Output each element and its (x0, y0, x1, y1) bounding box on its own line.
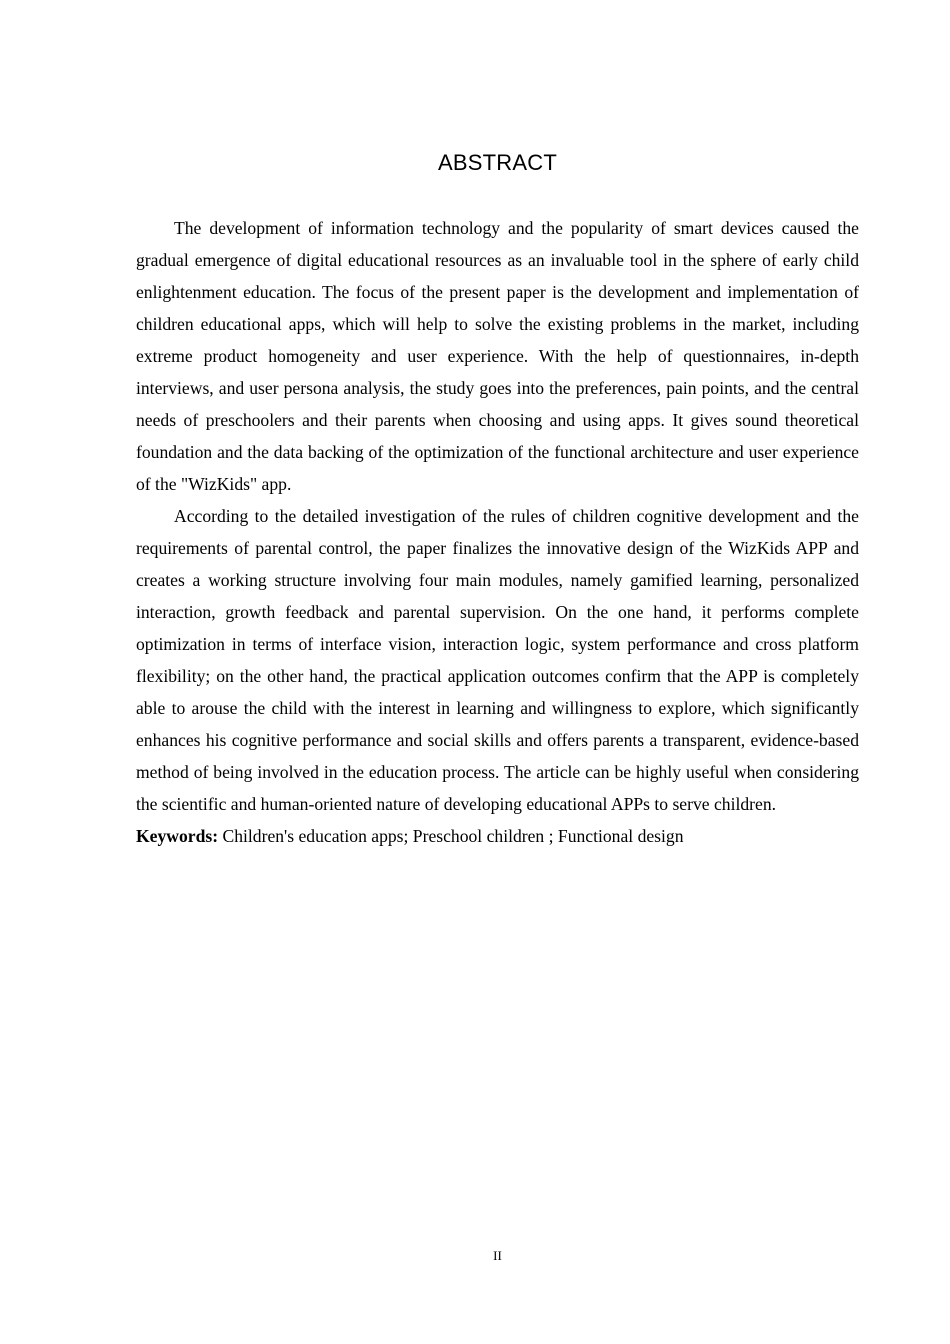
abstract-body (136, 212, 859, 852)
keywords-text: Children's education apps; Preschool children ; Functional design (218, 826, 684, 846)
page-number: II (493, 1248, 502, 1263)
abstract-title: ABSTRACT (438, 150, 557, 175)
abstract-paragraph-2: According to the detailed investigation of the rules of children cognitive development and the requirements of parental control, the paper finalizes the innovative design of the WizKids APP and creates a working structure involving four main modules, namely gamified learning, personalized interaction, growth feedback and parental supervision. On the one hand, it performs complete optimization in terms of interface vision, interaction logic, system performance and cross platform flexibility; on the other hand, the practical application outcomes confirm that the APP is completely able to arouse the child with the interest in learning and willingness to explore, which significantly enhances his cognitive performance and social skills and offers parents a transparent, evidence-based method of being involved in the education process. The article can be highly useful when considering the scientific and human-oriented nature of developing educational APPs to serve children. (136, 506, 859, 814)
keywords-label: Keywords: (136, 826, 219, 846)
keywords-line (136, 820, 859, 852)
abstract-paragraph-1: The development of information technology and the popularity of smart devices caused the gradual emergence of digital educational resources as an invaluable tool in the sphere of early child enlightenment education. The focus of the present paper is the development and implementation of children educational apps, which will help to solve the existing problems in the market, including extreme product homogeneity and user experience. With the help of questionnaires, in-depth interviews, and user persona analysis, the study goes into the preferences, pain points, and the central needs of preschoolers and their parents when choosing and using apps. It gives sound theoretical foundation and the data backing of the optimization of the functional architecture and user experience of the "WizKids" app. (136, 218, 859, 494)
